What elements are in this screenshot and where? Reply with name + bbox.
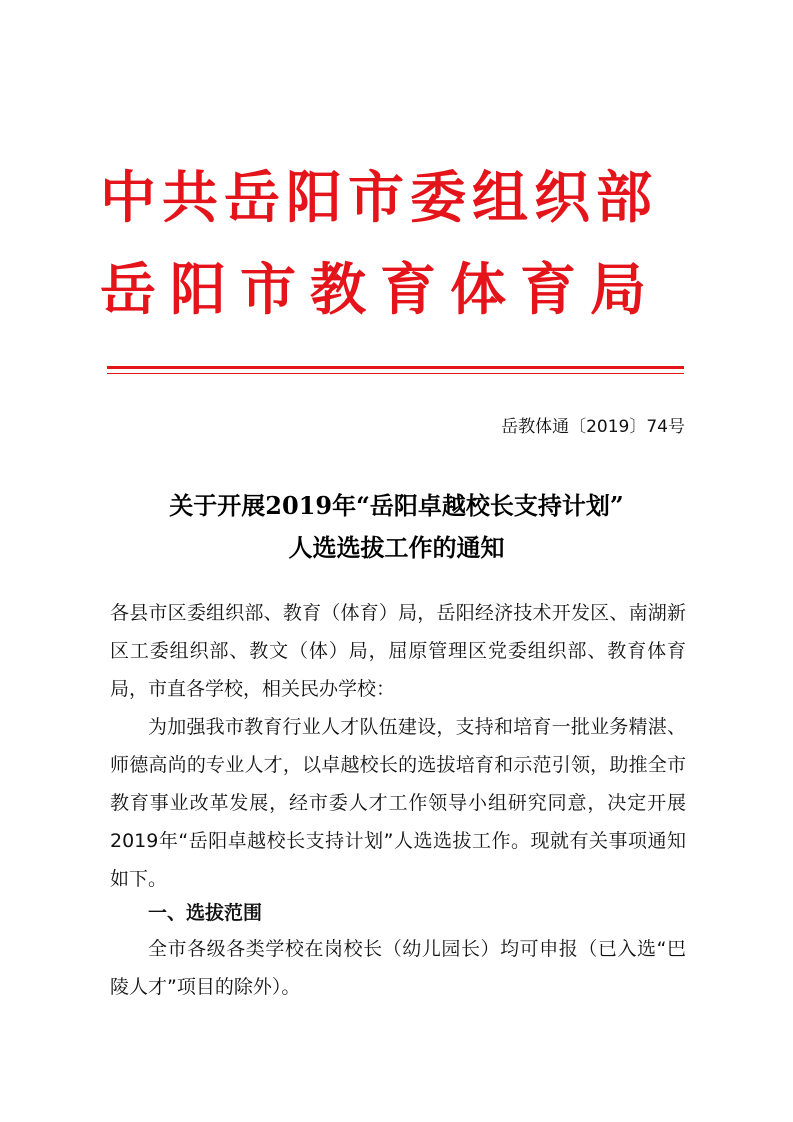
document-number: 岳教体通〔2019〕74号 <box>501 417 685 437</box>
addressee-paragraph: 各县市区委组织部、教育（体育）局，岳阳经济技术开发区、南湖新区工委组织部、教文（体）局，屈原管理区党委组织部、教育体育局，市直各学校，相关民办学校： <box>110 602 686 700</box>
body-paragraph-1: 为加强我市教育行业人才队伍建设，支持和培育一批业务精湛、师德高尚的专业人才，以卓越校长的选拔培育和示范引领，助推全市教育事业改革发展，经市委人才工作领导小组研究同意，决定开展2019年“岳阳卓越校长支持计划”人选选拔工作。现就有关事项通知如下。 <box>110 716 686 890</box>
red-divider-thin <box>107 373 684 374</box>
issuer-line-2: 岳阳市教育体育局 <box>100 257 660 323</box>
document-title-line-2: 人选选拔工作的通知 <box>288 533 505 562</box>
section-1-text: 全市各级各类学校在岗校长（幼儿园长）均可申报（已入选“巴陵人才”项目的除外）。 <box>110 938 686 998</box>
red-divider-thick <box>107 366 684 369</box>
issuer-line-1: 中共岳阳市委组织部 <box>100 165 658 231</box>
document-title-line-1: 关于开展2019年“岳阳卓越校长支持计划” <box>169 491 624 520</box>
section-heading-1: 一、选拔范围 <box>148 902 263 924</box>
